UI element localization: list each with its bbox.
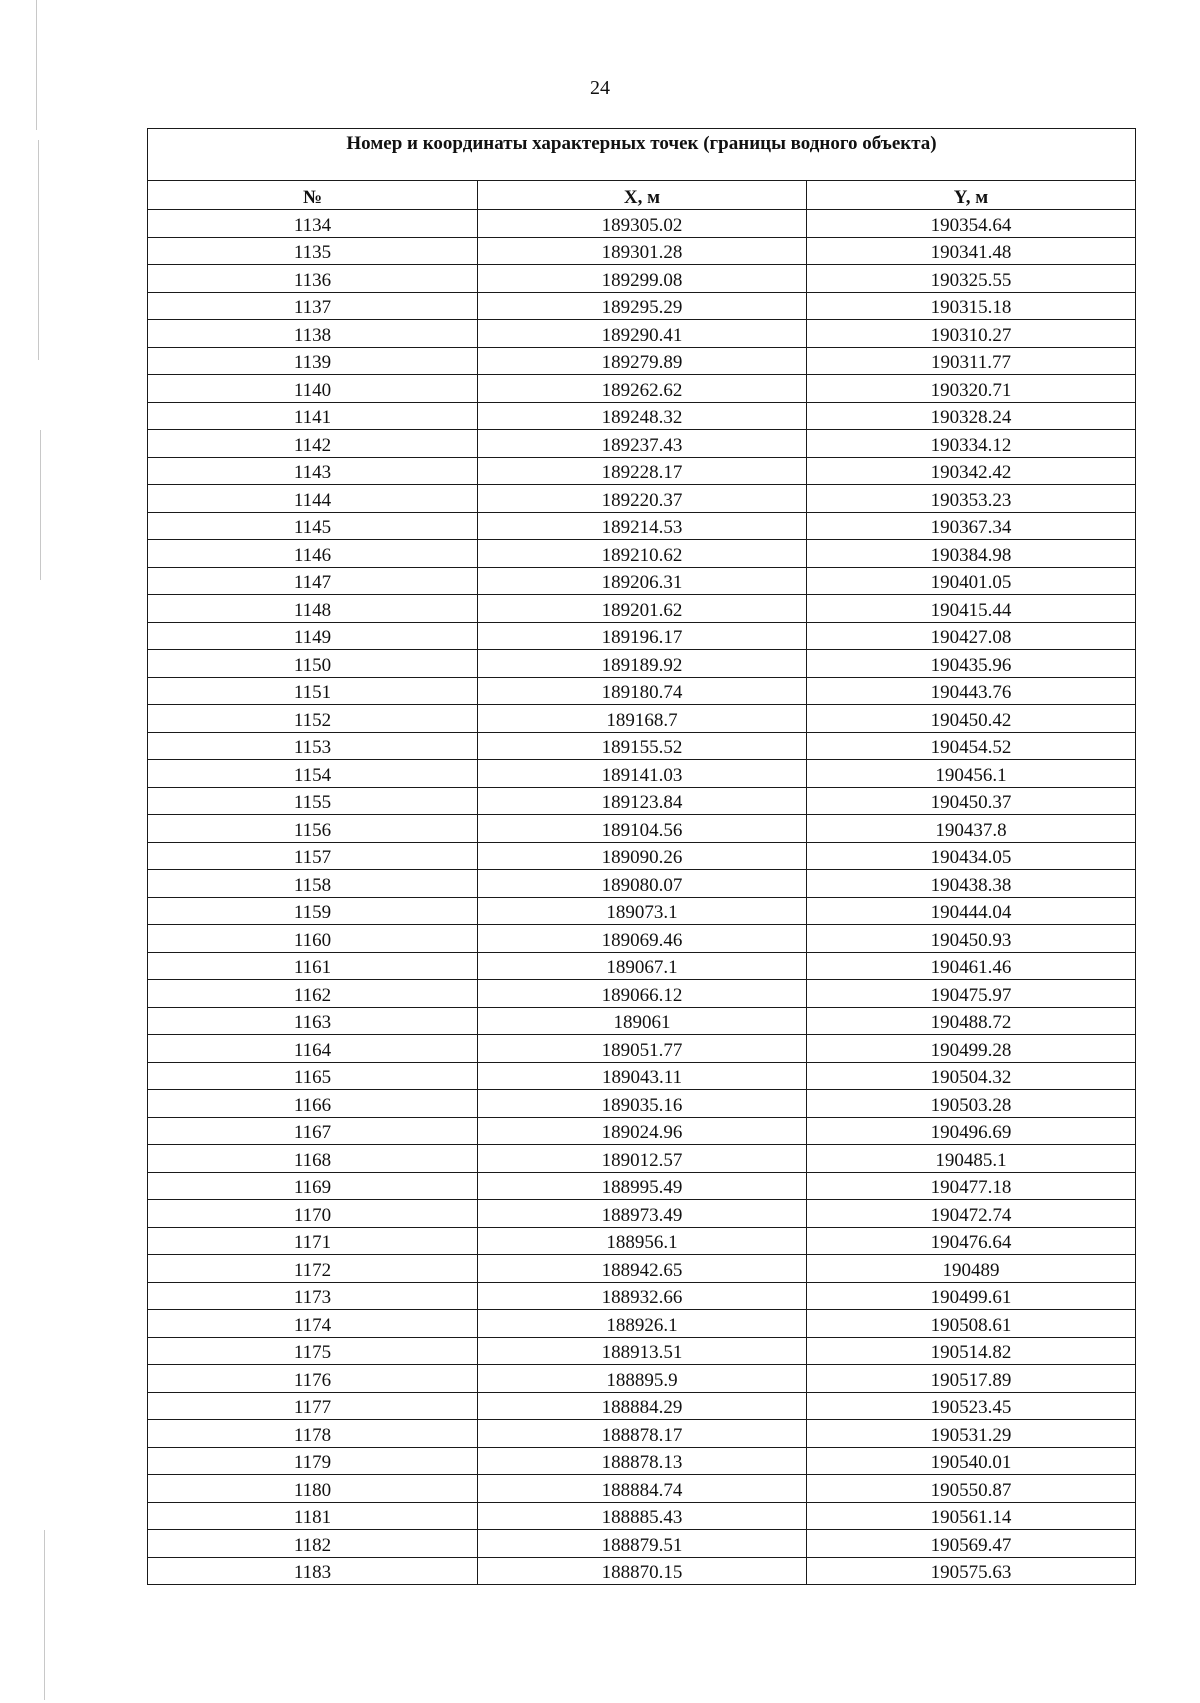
cell-number: 1135 [148,237,478,265]
cell-x: 188973.49 [478,1200,807,1228]
cell-x: 189073.1 [478,897,807,925]
table-row [148,567,1136,595]
cell-y: 190461.46 [807,952,1136,980]
cell-number: 1171 [148,1227,478,1255]
cell-x: 188932.66 [478,1282,807,1310]
table-row [148,1392,1136,1420]
cell-number: 1181 [148,1502,478,1530]
table-row [148,512,1136,540]
cell-number: 1154 [148,760,478,788]
column-header-y: Y, м [807,181,1136,210]
cell-y: 190427.08 [807,622,1136,650]
table-row [148,1337,1136,1365]
cell-x: 189123.84 [478,787,807,815]
cell-number: 1169 [148,1172,478,1200]
cell-x: 189104.56 [478,815,807,843]
cell-number: 1162 [148,980,478,1008]
cell-y: 190540.01 [807,1447,1136,1475]
cell-x: 189069.46 [478,925,807,953]
cell-number: 1147 [148,567,478,595]
table-row [148,595,1136,623]
cell-y: 190523.45 [807,1392,1136,1420]
table-row [148,815,1136,843]
cell-x: 189279.89 [478,347,807,375]
cell-y: 190443.76 [807,677,1136,705]
cell-y: 190334.12 [807,430,1136,458]
cell-x: 188878.13 [478,1447,807,1475]
cell-x: 189080.07 [478,870,807,898]
cell-x: 189067.1 [478,952,807,980]
cell-number: 1151 [148,677,478,705]
cell-number: 1170 [148,1200,478,1228]
table-row [148,1035,1136,1063]
cell-y: 190315.18 [807,292,1136,320]
cell-x: 189295.29 [478,292,807,320]
table-row [148,457,1136,485]
table-row [148,1475,1136,1503]
cell-x: 188885.43 [478,1502,807,1530]
cell-y: 190514.82 [807,1337,1136,1365]
cell-number: 1139 [148,347,478,375]
cell-number: 1138 [148,320,478,348]
table-row [148,1255,1136,1283]
cell-x: 189189.92 [478,650,807,678]
cell-y: 190435.96 [807,650,1136,678]
cell-y: 190341.48 [807,237,1136,265]
cell-number: 1168 [148,1145,478,1173]
table-row [148,1282,1136,1310]
cell-x: 189168.7 [478,705,807,733]
table-row [148,732,1136,760]
table-body [148,210,1136,1585]
table-row [148,705,1136,733]
cell-x: 189248.32 [478,402,807,430]
cell-number: 1173 [148,1282,478,1310]
table-row [148,1420,1136,1448]
table-row [148,402,1136,430]
cell-x: 189305.02 [478,210,807,238]
table-row [148,1502,1136,1530]
cell-y: 190477.18 [807,1172,1136,1200]
cell-number: 1155 [148,787,478,815]
cell-y: 190475.97 [807,980,1136,1008]
cell-y: 190354.64 [807,210,1136,238]
cell-y: 190488.72 [807,1007,1136,1035]
cell-x: 188879.51 [478,1530,807,1558]
cell-number: 1180 [148,1475,478,1503]
cell-x: 189066.12 [478,980,807,1008]
table-row [148,1557,1136,1585]
cell-x: 189024.96 [478,1117,807,1145]
cell-number: 1144 [148,485,478,513]
cell-x: 188878.17 [478,1420,807,1448]
cell-x: 189220.37 [478,485,807,513]
table-row [148,870,1136,898]
cell-x: 189299.08 [478,265,807,293]
cell-y: 190328.24 [807,402,1136,430]
cell-y: 190561.14 [807,1502,1136,1530]
table-header-row [148,181,1136,210]
table-row [148,320,1136,348]
cell-y: 190450.42 [807,705,1136,733]
cell-y: 190310.27 [807,320,1136,348]
page-number: 24 [590,77,610,99]
cell-y: 190517.89 [807,1365,1136,1393]
table-caption: Номер и координаты характерных точек (границы водного объекта) [148,129,1136,181]
cell-number: 1137 [148,292,478,320]
cell-y: 190569.47 [807,1530,1136,1558]
cell-y: 190342.42 [807,457,1136,485]
cell-x: 189196.17 [478,622,807,650]
cell-number: 1174 [148,1310,478,1338]
cell-y: 190438.38 [807,870,1136,898]
cell-y: 190503.28 [807,1090,1136,1118]
cell-y: 190320.71 [807,375,1136,403]
cell-number: 1161 [148,952,478,980]
cell-x: 189228.17 [478,457,807,485]
cell-x: 189290.41 [478,320,807,348]
cell-number: 1164 [148,1035,478,1063]
cell-y: 190367.34 [807,512,1136,540]
cell-y: 190311.77 [807,347,1136,375]
cell-x: 188995.49 [478,1172,807,1200]
cell-number: 1152 [148,705,478,733]
table-row [148,952,1136,980]
cell-x: 189061 [478,1007,807,1035]
cell-x: 189301.28 [478,237,807,265]
cell-x: 189214.53 [478,512,807,540]
cell-y: 190415.44 [807,595,1136,623]
cell-x: 189012.57 [478,1145,807,1173]
cell-number: 1157 [148,842,478,870]
cell-number: 1136 [148,265,478,293]
cell-y: 190456.1 [807,760,1136,788]
table-row [148,1172,1136,1200]
cell-x: 189210.62 [478,540,807,568]
cell-y: 190489 [807,1255,1136,1283]
cell-number: 1182 [148,1530,478,1558]
cell-x: 189035.16 [478,1090,807,1118]
cell-x: 188942.65 [478,1255,807,1283]
cell-y: 190531.29 [807,1420,1136,1448]
table-row [148,1227,1136,1255]
cell-y: 190401.05 [807,567,1136,595]
table-row [148,430,1136,458]
table-row [148,1365,1136,1393]
table-row [148,292,1136,320]
cell-x: 189141.03 [478,760,807,788]
table-row [148,1117,1136,1145]
cell-y: 190434.05 [807,842,1136,870]
cell-number: 1177 [148,1392,478,1420]
table-row [148,1200,1136,1228]
cell-number: 1166 [148,1090,478,1118]
cell-number: 1175 [148,1337,478,1365]
cell-x: 188956.1 [478,1227,807,1255]
cell-y: 190472.74 [807,1200,1136,1228]
table-row [148,787,1136,815]
cell-number: 1178 [148,1420,478,1448]
cell-number: 1150 [148,650,478,678]
table-row [148,1007,1136,1035]
cell-number: 1149 [148,622,478,650]
cell-y: 190504.32 [807,1062,1136,1090]
cell-number: 1183 [148,1557,478,1585]
table-row [148,980,1136,1008]
cell-x: 188913.51 [478,1337,807,1365]
cell-x: 189043.11 [478,1062,807,1090]
column-header-x: X, м [478,181,807,210]
cell-y: 190550.87 [807,1475,1136,1503]
cell-y: 190508.61 [807,1310,1136,1338]
cell-x: 189180.74 [478,677,807,705]
cell-x: 189155.52 [478,732,807,760]
cell-y: 190476.64 [807,1227,1136,1255]
cell-number: 1159 [148,897,478,925]
table-row [148,210,1136,238]
table-row [148,1145,1136,1173]
cell-x: 188926.1 [478,1310,807,1338]
cell-y: 190437.8 [807,815,1136,843]
cell-y: 190384.98 [807,540,1136,568]
coordinates-table [147,128,1136,1585]
cell-number: 1141 [148,402,478,430]
cell-y: 190499.28 [807,1035,1136,1063]
cell-number: 1134 [148,210,478,238]
table-row [148,925,1136,953]
cell-number: 1156 [148,815,478,843]
cell-x: 189237.43 [478,430,807,458]
cell-number: 1140 [148,375,478,403]
cell-x: 189090.26 [478,842,807,870]
cell-x: 189051.77 [478,1035,807,1063]
cell-number: 1179 [148,1447,478,1475]
cell-x: 189201.62 [478,595,807,623]
cell-number: 1153 [148,732,478,760]
table-row [148,842,1136,870]
cell-number: 1163 [148,1007,478,1035]
table-row [148,897,1136,925]
column-header-number: № [148,181,478,210]
table-row [148,1310,1136,1338]
cell-x: 188895.9 [478,1365,807,1393]
table-row [148,1090,1136,1118]
table-row [148,375,1136,403]
cell-y: 190325.55 [807,265,1136,293]
cell-y: 190450.93 [807,925,1136,953]
cell-number: 1172 [148,1255,478,1283]
table-row [148,650,1136,678]
cell-number: 1165 [148,1062,478,1090]
table-row [148,1062,1136,1090]
table-row [148,622,1136,650]
cell-number: 1145 [148,512,478,540]
table-row [148,540,1136,568]
cell-y: 190454.52 [807,732,1136,760]
table-row [148,347,1136,375]
table-row [148,760,1136,788]
table-row [148,1530,1136,1558]
cell-x: 188884.74 [478,1475,807,1503]
cell-x: 188870.15 [478,1557,807,1585]
cell-number: 1160 [148,925,478,953]
table-row [148,677,1136,705]
cell-number: 1176 [148,1365,478,1393]
cell-x: 188884.29 [478,1392,807,1420]
cell-x: 189262.62 [478,375,807,403]
cell-y: 190499.61 [807,1282,1136,1310]
table-row [148,1447,1136,1475]
table-row [148,485,1136,513]
cell-y: 190353.23 [807,485,1136,513]
cell-y: 190485.1 [807,1145,1136,1173]
table-row [148,265,1136,293]
cell-y: 190444.04 [807,897,1136,925]
cell-y: 190575.63 [807,1557,1136,1585]
cell-y: 190450.37 [807,787,1136,815]
cell-number: 1142 [148,430,478,458]
table-row [148,237,1136,265]
cell-number: 1158 [148,870,478,898]
cell-x: 189206.31 [478,567,807,595]
cell-number: 1148 [148,595,478,623]
cell-number: 1146 [148,540,478,568]
table-caption-row [148,129,1136,181]
cell-number: 1143 [148,457,478,485]
cell-number: 1167 [148,1117,478,1145]
cell-y: 190496.69 [807,1117,1136,1145]
